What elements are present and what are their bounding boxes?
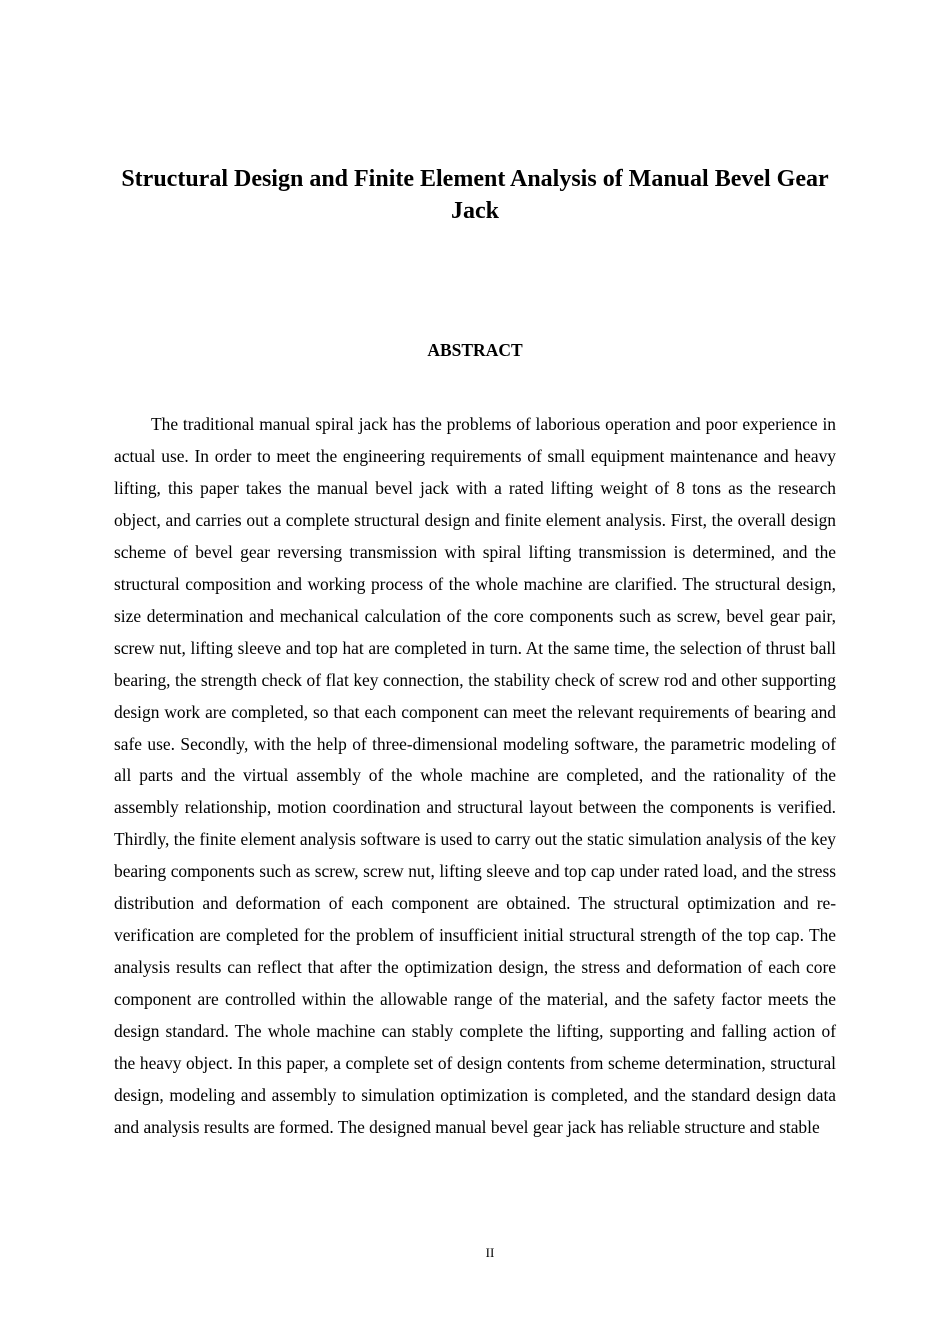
abstract-body-paragraph: The traditional manual spiral jack has the problems of laborious operation and poor experience in actual use. In order to meet the engineering requirements of small equipment maintenance and heavy lifting, this paper takes the manual bevel jack with a rated lifting weight of 8 tons as the research object, and carries out a complete structural design and finite element analysis. First, the overall design scheme of bevel gear reversing transmission with spiral lifting transmission is determined, and the structural composition and working process of the whole machine are clarified. The structural design, size determination and mechanical calculation of the core components such as screw, bevel gear pair, screw nut, lifting sleeve and top hat are completed in turn. At the same time, the selection of thrust ball bearing, the strength check of flat key connection, the stability check of screw rod and other supporting design work are completed, so that each component can meet the relevant requirements of bearing and safe use. Secondly, with the help of three-dimensional modeling software, the parametric modeling of all parts and the virtual assembly of the whole machine are completed, and the rationality of the assembly relationship, motion coordination and structural layout between the components is verified. Thirdly, the finite element analysis software is used to carry out the static simulation analysis of the key bearing components such as screw, screw nut, lifting sleeve and top cap under rated load, and the stress distribution and deformation of each component are obtained. The structural optimization and re-verification are completed for the problem of insufficient initial structural strength of the top cap. The analysis results can reflect that after the optimization design, the stress and deformation of each core component are controlled within the allowable range of the material, and the safety factor meets the design standard. The whole machine can stably complete the lifting, supporting and falling action of the heavy object. In this paper, a complete set of design contents from scheme determination, structural design, modeling and assembly to simulation optimization is completed, and the standard design data and analysis results are formed. The designed manual bevel gear jack has reliable structure and stable: [114, 414, 836, 1137]
paper-title: Structural Design and Finite Element Analysis of Manual Bevel Gear Jack: [121, 166, 829, 224]
page-number: II: [485, 1245, 495, 1260]
abstract-heading: ABSTRACT: [427, 340, 523, 360]
